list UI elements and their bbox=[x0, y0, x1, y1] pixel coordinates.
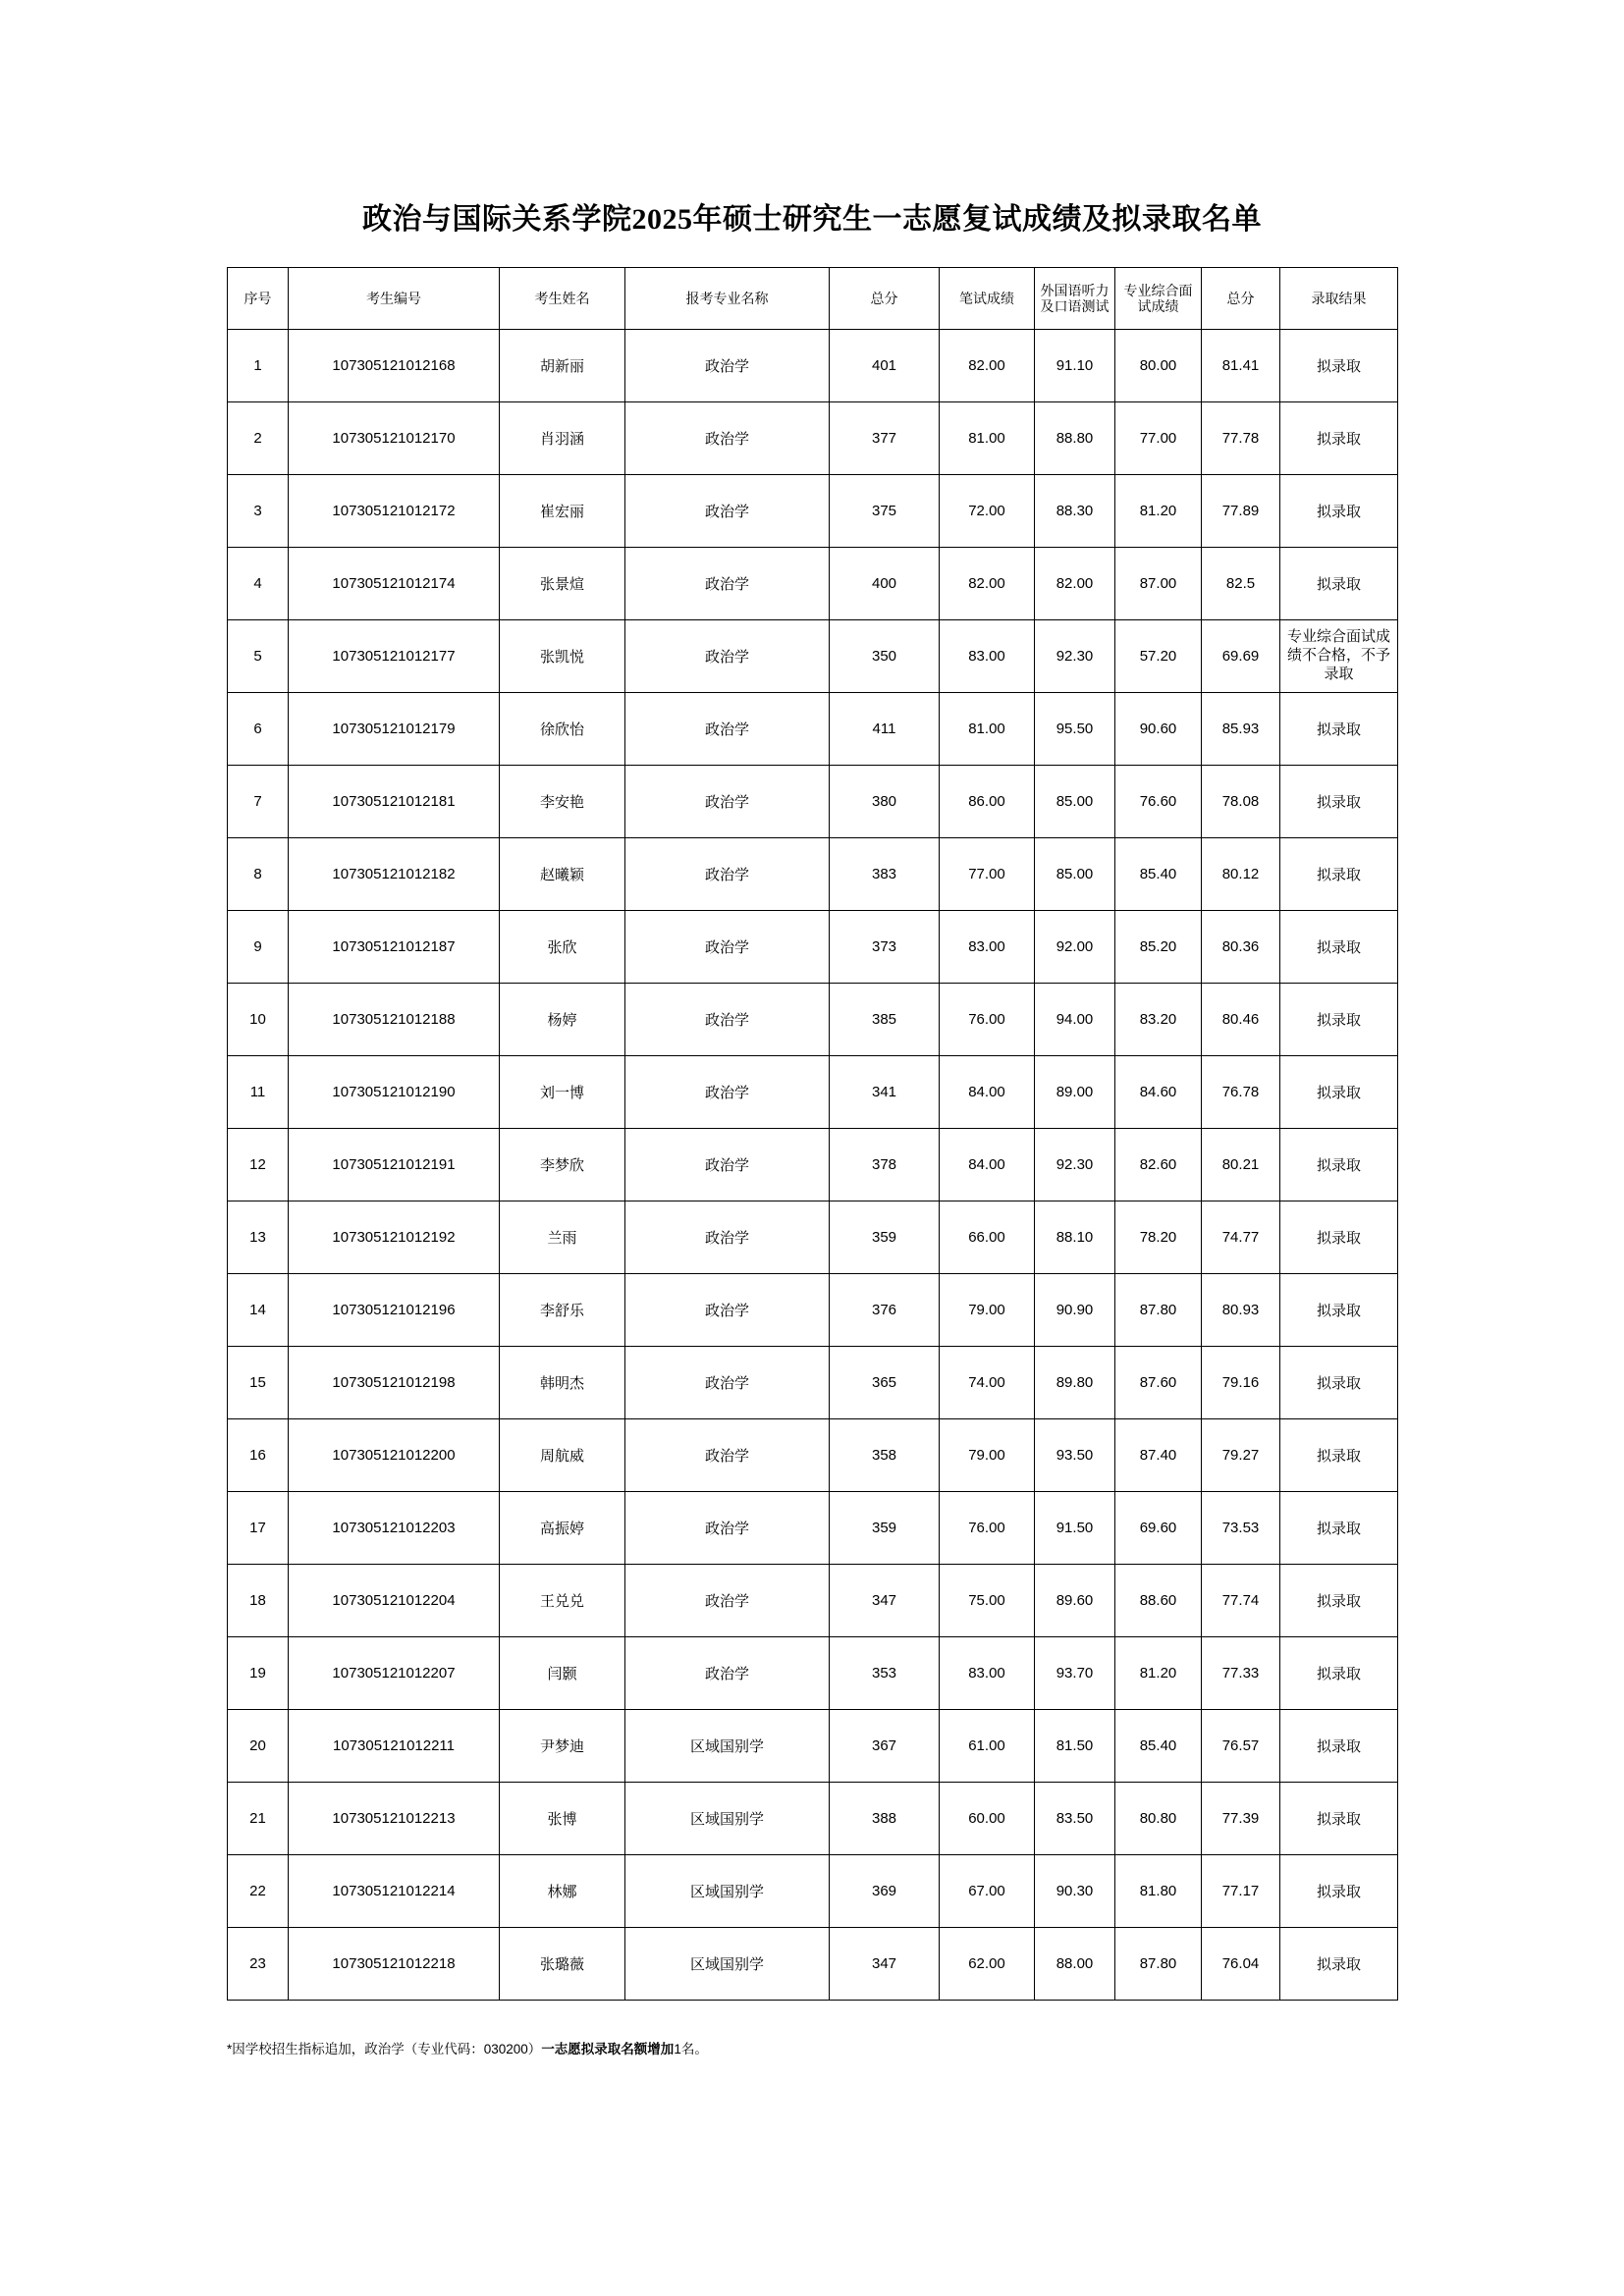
cell-oral-score: 89.00 bbox=[1035, 1056, 1115, 1129]
cell-index: 19 bbox=[228, 1637, 289, 1710]
cell-candidate-name: 刘一博 bbox=[500, 1056, 625, 1129]
cell-written-score: 79.00 bbox=[940, 1419, 1035, 1492]
cell-index: 17 bbox=[228, 1492, 289, 1565]
cell-major: 政治学 bbox=[625, 1419, 830, 1492]
column-header-written: 笔试成绩 bbox=[940, 268, 1035, 330]
cell-written-score: 82.00 bbox=[940, 330, 1035, 402]
cell-major: 政治学 bbox=[625, 402, 830, 475]
cell-result: 专业综合面试成绩不合格，不予录取 bbox=[1280, 620, 1398, 693]
cell-index: 2 bbox=[228, 402, 289, 475]
cell-candidate-number: 107305121012211 bbox=[289, 1710, 500, 1783]
cell-oral-score: 82.00 bbox=[1035, 548, 1115, 620]
table-row bbox=[228, 911, 1398, 984]
cell-result: 拟录取 bbox=[1280, 402, 1398, 475]
cell-result: 拟录取 bbox=[1280, 330, 1398, 402]
cell-written-score: 77.00 bbox=[940, 838, 1035, 911]
cell-candidate-name: 林娜 bbox=[500, 1855, 625, 1928]
cell-total-final: 80.12 bbox=[1202, 838, 1280, 911]
cell-result: 拟录取 bbox=[1280, 475, 1398, 548]
cell-total-initial: 347 bbox=[830, 1565, 940, 1637]
table-row bbox=[228, 1274, 1398, 1347]
cell-interview-score: 80.00 bbox=[1115, 330, 1202, 402]
cell-total-initial: 365 bbox=[830, 1347, 940, 1419]
column-header-result: 录取结果 bbox=[1280, 268, 1398, 330]
cell-major: 政治学 bbox=[625, 984, 830, 1056]
cell-index: 22 bbox=[228, 1855, 289, 1928]
cell-index: 6 bbox=[228, 693, 289, 766]
cell-written-score: 72.00 bbox=[940, 475, 1035, 548]
cell-oral-score: 93.50 bbox=[1035, 1419, 1115, 1492]
cell-written-score: 76.00 bbox=[940, 1492, 1035, 1565]
cell-index: 7 bbox=[228, 766, 289, 838]
cell-total-initial: 388 bbox=[830, 1783, 940, 1855]
cell-index: 4 bbox=[228, 548, 289, 620]
cell-total-final: 79.16 bbox=[1202, 1347, 1280, 1419]
cell-interview-score: 88.60 bbox=[1115, 1565, 1202, 1637]
cell-index: 20 bbox=[228, 1710, 289, 1783]
cell-index: 10 bbox=[228, 984, 289, 1056]
cell-written-score: 82.00 bbox=[940, 548, 1035, 620]
table-row bbox=[228, 1129, 1398, 1201]
cell-result: 拟录取 bbox=[1280, 1129, 1398, 1201]
cell-candidate-number: 107305121012177 bbox=[289, 620, 500, 693]
cell-candidate-number: 107305121012170 bbox=[289, 402, 500, 475]
cell-major: 政治学 bbox=[625, 911, 830, 984]
cell-oral-score: 90.30 bbox=[1035, 1855, 1115, 1928]
cell-total-final: 76.04 bbox=[1202, 1928, 1280, 2001]
cell-total-final: 81.41 bbox=[1202, 330, 1280, 402]
cell-oral-score: 90.90 bbox=[1035, 1274, 1115, 1347]
cell-oral-score: 85.00 bbox=[1035, 766, 1115, 838]
cell-written-score: 86.00 bbox=[940, 766, 1035, 838]
cell-total-initial: 401 bbox=[830, 330, 940, 402]
cell-total-final: 77.17 bbox=[1202, 1855, 1280, 1928]
cell-result: 拟录取 bbox=[1280, 1928, 1398, 2001]
footnote-bold: 一志愿拟录取名额增加 bbox=[541, 2042, 675, 2056]
cell-oral-score: 94.00 bbox=[1035, 984, 1115, 1056]
cell-oral-score: 83.50 bbox=[1035, 1783, 1115, 1855]
cell-written-score: 75.00 bbox=[940, 1565, 1035, 1637]
cell-total-initial: 359 bbox=[830, 1201, 940, 1274]
cell-interview-score: 81.20 bbox=[1115, 475, 1202, 548]
cell-candidate-number: 107305121012192 bbox=[289, 1201, 500, 1274]
cell-candidate-number: 107305121012174 bbox=[289, 548, 500, 620]
cell-written-score: 81.00 bbox=[940, 402, 1035, 475]
table-row bbox=[228, 1783, 1398, 1855]
cell-written-score: 61.00 bbox=[940, 1710, 1035, 1783]
cell-candidate-name: 张欣 bbox=[500, 911, 625, 984]
column-header-major: 报考专业名称 bbox=[625, 268, 830, 330]
table-body bbox=[228, 330, 1398, 2001]
cell-total-final: 77.74 bbox=[1202, 1565, 1280, 1637]
cell-interview-score: 81.80 bbox=[1115, 1855, 1202, 1928]
column-header-index: 序号 bbox=[228, 268, 289, 330]
cell-oral-score: 93.70 bbox=[1035, 1637, 1115, 1710]
cell-major: 政治学 bbox=[625, 1565, 830, 1637]
cell-total-initial: 359 bbox=[830, 1492, 940, 1565]
cell-candidate-number: 107305121012207 bbox=[289, 1637, 500, 1710]
cell-index: 16 bbox=[228, 1419, 289, 1492]
cell-total-initial: 347 bbox=[830, 1928, 940, 2001]
cell-result: 拟录取 bbox=[1280, 1492, 1398, 1565]
cell-result: 拟录取 bbox=[1280, 548, 1398, 620]
table-row bbox=[228, 838, 1398, 911]
cell-candidate-number: 107305121012214 bbox=[289, 1855, 500, 1928]
cell-candidate-name: 张凯悦 bbox=[500, 620, 625, 693]
table-row bbox=[228, 984, 1398, 1056]
cell-major: 政治学 bbox=[625, 1492, 830, 1565]
table-row bbox=[228, 1419, 1398, 1492]
cell-total-initial: 376 bbox=[830, 1274, 940, 1347]
footnote-suffix: 1名。 bbox=[674, 2042, 708, 2056]
cell-result: 拟录取 bbox=[1280, 1419, 1398, 1492]
cell-total-initial: 385 bbox=[830, 984, 940, 1056]
cell-candidate-number: 107305121012204 bbox=[289, 1565, 500, 1637]
cell-result: 拟录取 bbox=[1280, 1201, 1398, 1274]
cell-major: 区域国别学 bbox=[625, 1855, 830, 1928]
cell-candidate-name: 杨婷 bbox=[500, 984, 625, 1056]
cell-interview-score: 85.40 bbox=[1115, 838, 1202, 911]
cell-interview-score: 87.00 bbox=[1115, 548, 1202, 620]
cell-candidate-number: 107305121012203 bbox=[289, 1492, 500, 1565]
cell-major: 政治学 bbox=[625, 1637, 830, 1710]
cell-total-final: 78.08 bbox=[1202, 766, 1280, 838]
table-row bbox=[228, 1710, 1398, 1783]
cell-oral-score: 88.80 bbox=[1035, 402, 1115, 475]
cell-interview-score: 87.40 bbox=[1115, 1419, 1202, 1492]
cell-result: 拟录取 bbox=[1280, 1056, 1398, 1129]
cell-interview-score: 85.20 bbox=[1115, 911, 1202, 984]
column-header-total-final: 总分 bbox=[1202, 268, 1280, 330]
cell-candidate-name: 周航威 bbox=[500, 1419, 625, 1492]
column-header-total-initial: 总分 bbox=[830, 268, 940, 330]
cell-total-initial: 373 bbox=[830, 911, 940, 984]
cell-index: 9 bbox=[228, 911, 289, 984]
cell-interview-score: 69.60 bbox=[1115, 1492, 1202, 1565]
table-row bbox=[228, 1928, 1398, 2001]
cell-written-score: 79.00 bbox=[940, 1274, 1035, 1347]
footnote bbox=[227, 2038, 1405, 2057]
cell-oral-score: 89.80 bbox=[1035, 1347, 1115, 1419]
cell-candidate-number: 107305121012179 bbox=[289, 693, 500, 766]
cell-major: 政治学 bbox=[625, 693, 830, 766]
table-row bbox=[228, 1637, 1398, 1710]
cell-interview-score: 83.20 bbox=[1115, 984, 1202, 1056]
cell-total-final: 74.77 bbox=[1202, 1201, 1280, 1274]
cell-interview-score: 82.60 bbox=[1115, 1129, 1202, 1201]
cell-index: 1 bbox=[228, 330, 289, 402]
cell-written-score: 62.00 bbox=[940, 1928, 1035, 2001]
cell-result: 拟录取 bbox=[1280, 693, 1398, 766]
table-row bbox=[228, 1855, 1398, 1928]
table-row bbox=[228, 1056, 1398, 1129]
cell-oral-score: 95.50 bbox=[1035, 693, 1115, 766]
cell-candidate-name: 肖羽涵 bbox=[500, 402, 625, 475]
footnote-prefix: *因学校招生指标追加，政治学（专业代码：030200） bbox=[227, 2042, 542, 2056]
cell-total-final: 76.78 bbox=[1202, 1056, 1280, 1129]
cell-major: 政治学 bbox=[625, 1274, 830, 1347]
cell-interview-score: 81.20 bbox=[1115, 1637, 1202, 1710]
cell-candidate-number: 107305121012188 bbox=[289, 984, 500, 1056]
cell-interview-score: 87.60 bbox=[1115, 1347, 1202, 1419]
cell-interview-score: 57.20 bbox=[1115, 620, 1202, 693]
cell-total-final: 77.78 bbox=[1202, 402, 1280, 475]
cell-written-score: 83.00 bbox=[940, 1637, 1035, 1710]
cell-oral-score: 88.00 bbox=[1035, 1928, 1115, 2001]
cell-major: 区域国别学 bbox=[625, 1710, 830, 1783]
cell-total-initial: 380 bbox=[830, 766, 940, 838]
cell-major: 区域国别学 bbox=[625, 1783, 830, 1855]
cell-oral-score: 92.30 bbox=[1035, 620, 1115, 693]
cell-oral-score: 88.30 bbox=[1035, 475, 1115, 548]
cell-written-score: 67.00 bbox=[940, 1855, 1035, 1928]
cell-total-final: 80.46 bbox=[1202, 984, 1280, 1056]
cell-candidate-number: 107305121012200 bbox=[289, 1419, 500, 1492]
cell-total-final: 76.57 bbox=[1202, 1710, 1280, 1783]
cell-result: 拟录取 bbox=[1280, 1347, 1398, 1419]
cell-total-final: 82.5 bbox=[1202, 548, 1280, 620]
column-header-foreign-language-oral: 外国语听力及口语测试 bbox=[1035, 268, 1115, 330]
cell-oral-score: 89.60 bbox=[1035, 1565, 1115, 1637]
cell-candidate-number: 107305121012168 bbox=[289, 330, 500, 402]
cell-major: 政治学 bbox=[625, 1347, 830, 1419]
cell-result: 拟录取 bbox=[1280, 911, 1398, 984]
cell-total-initial: 353 bbox=[830, 1637, 940, 1710]
table-row bbox=[228, 1492, 1398, 1565]
cell-total-final: 80.21 bbox=[1202, 1129, 1280, 1201]
cell-major: 政治学 bbox=[625, 766, 830, 838]
cell-interview-score: 87.80 bbox=[1115, 1928, 1202, 2001]
cell-total-final: 79.27 bbox=[1202, 1419, 1280, 1492]
cell-result: 拟录取 bbox=[1280, 984, 1398, 1056]
cell-result: 拟录取 bbox=[1280, 1710, 1398, 1783]
cell-candidate-name: 徐欣怡 bbox=[500, 693, 625, 766]
cell-candidate-name: 张璐薇 bbox=[500, 1928, 625, 2001]
cell-candidate-name: 张景煊 bbox=[500, 548, 625, 620]
cell-written-score: 83.00 bbox=[940, 620, 1035, 693]
cell-total-final: 69.69 bbox=[1202, 620, 1280, 693]
cell-total-final: 73.53 bbox=[1202, 1492, 1280, 1565]
cell-total-initial: 377 bbox=[830, 402, 940, 475]
cell-index: 14 bbox=[228, 1274, 289, 1347]
cell-candidate-name: 高振婷 bbox=[500, 1492, 625, 1565]
cell-candidate-name: 胡新丽 bbox=[500, 330, 625, 402]
cell-index: 5 bbox=[228, 620, 289, 693]
cell-candidate-number: 107305121012198 bbox=[289, 1347, 500, 1419]
cell-candidate-name: 崔宏丽 bbox=[500, 475, 625, 548]
cell-candidate-name: 李舒乐 bbox=[500, 1274, 625, 1347]
cell-written-score: 84.00 bbox=[940, 1129, 1035, 1201]
column-header-candidate-number: 考生编号 bbox=[289, 268, 500, 330]
grades-table bbox=[227, 267, 1398, 2001]
cell-total-initial: 383 bbox=[830, 838, 940, 911]
table-row bbox=[228, 766, 1398, 838]
table-row bbox=[228, 693, 1398, 766]
column-header-candidate-name: 考生姓名 bbox=[500, 268, 625, 330]
cell-candidate-name: 李安艳 bbox=[500, 766, 625, 838]
cell-index: 11 bbox=[228, 1056, 289, 1129]
cell-total-final: 77.33 bbox=[1202, 1637, 1280, 1710]
table-row bbox=[228, 1565, 1398, 1637]
cell-candidate-number: 107305121012187 bbox=[289, 911, 500, 984]
cell-interview-score: 87.80 bbox=[1115, 1274, 1202, 1347]
cell-major: 政治学 bbox=[625, 475, 830, 548]
cell-interview-score: 84.60 bbox=[1115, 1056, 1202, 1129]
cell-total-initial: 411 bbox=[830, 693, 940, 766]
cell-major: 政治学 bbox=[625, 1129, 830, 1201]
table-row bbox=[228, 475, 1398, 548]
cell-candidate-number: 107305121012172 bbox=[289, 475, 500, 548]
cell-major: 政治学 bbox=[625, 1201, 830, 1274]
cell-result: 拟录取 bbox=[1280, 1274, 1398, 1347]
cell-total-initial: 378 bbox=[830, 1129, 940, 1201]
table-row bbox=[228, 330, 1398, 402]
table-row bbox=[228, 1201, 1398, 1274]
page-title: 政治与国际关系学院2025年硕士研究生一志愿复试成绩及拟录取名单 bbox=[362, 203, 1262, 236]
cell-total-initial: 350 bbox=[830, 620, 940, 693]
cell-oral-score: 92.00 bbox=[1035, 911, 1115, 984]
cell-total-final: 85.93 bbox=[1202, 693, 1280, 766]
cell-candidate-number: 107305121012196 bbox=[289, 1274, 500, 1347]
cell-major: 政治学 bbox=[625, 1056, 830, 1129]
cell-candidate-name: 闫颢 bbox=[500, 1637, 625, 1710]
cell-index: 12 bbox=[228, 1129, 289, 1201]
cell-candidate-name: 赵曦颖 bbox=[500, 838, 625, 911]
cell-candidate-number: 107305121012190 bbox=[289, 1056, 500, 1129]
cell-total-initial: 369 bbox=[830, 1855, 940, 1928]
table-row bbox=[228, 1347, 1398, 1419]
cell-written-score: 74.00 bbox=[940, 1347, 1035, 1419]
table-row bbox=[228, 402, 1398, 475]
cell-major: 政治学 bbox=[625, 330, 830, 402]
cell-interview-score: 76.60 bbox=[1115, 766, 1202, 838]
cell-total-initial: 358 bbox=[830, 1419, 940, 1492]
cell-interview-score: 85.40 bbox=[1115, 1710, 1202, 1783]
cell-written-score: 76.00 bbox=[940, 984, 1035, 1056]
cell-result: 拟录取 bbox=[1280, 1783, 1398, 1855]
cell-candidate-name: 张博 bbox=[500, 1783, 625, 1855]
cell-index: 18 bbox=[228, 1565, 289, 1637]
column-header-professional-interview: 专业综合面试成绩 bbox=[1115, 268, 1202, 330]
cell-candidate-number: 107305121012181 bbox=[289, 766, 500, 838]
cell-index: 21 bbox=[228, 1783, 289, 1855]
cell-oral-score: 91.50 bbox=[1035, 1492, 1115, 1565]
cell-oral-score: 92.30 bbox=[1035, 1129, 1115, 1201]
cell-total-final: 77.39 bbox=[1202, 1783, 1280, 1855]
cell-oral-score: 81.50 bbox=[1035, 1710, 1115, 1783]
cell-major: 区域国别学 bbox=[625, 1928, 830, 2001]
table-header bbox=[228, 268, 1398, 330]
cell-written-score: 81.00 bbox=[940, 693, 1035, 766]
cell-total-initial: 375 bbox=[830, 475, 940, 548]
cell-candidate-number: 107305121012213 bbox=[289, 1783, 500, 1855]
cell-total-initial: 400 bbox=[830, 548, 940, 620]
cell-candidate-name: 兰雨 bbox=[500, 1201, 625, 1274]
cell-index: 13 bbox=[228, 1201, 289, 1274]
cell-candidate-name: 尹梦迪 bbox=[500, 1710, 625, 1783]
cell-total-initial: 341 bbox=[830, 1056, 940, 1129]
cell-interview-score: 80.80 bbox=[1115, 1783, 1202, 1855]
cell-candidate-name: 李梦欣 bbox=[500, 1129, 625, 1201]
cell-index: 15 bbox=[228, 1347, 289, 1419]
cell-candidate-number: 107305121012191 bbox=[289, 1129, 500, 1201]
cell-candidate-name: 王兑兑 bbox=[500, 1565, 625, 1637]
cell-result: 拟录取 bbox=[1280, 838, 1398, 911]
grades-table-container bbox=[227, 267, 1397, 2001]
cell-result: 拟录取 bbox=[1280, 766, 1398, 838]
cell-total-initial: 367 bbox=[830, 1710, 940, 1783]
cell-index: 3 bbox=[228, 475, 289, 548]
cell-result: 拟录取 bbox=[1280, 1565, 1398, 1637]
cell-oral-score: 91.10 bbox=[1035, 330, 1115, 402]
cell-candidate-name: 韩明杰 bbox=[500, 1347, 625, 1419]
cell-written-score: 83.00 bbox=[940, 911, 1035, 984]
cell-written-score: 84.00 bbox=[940, 1056, 1035, 1129]
cell-major: 政治学 bbox=[625, 838, 830, 911]
cell-total-final: 77.89 bbox=[1202, 475, 1280, 548]
cell-major: 政治学 bbox=[625, 620, 830, 693]
cell-written-score: 66.00 bbox=[940, 1201, 1035, 1274]
cell-index: 23 bbox=[228, 1928, 289, 2001]
cell-interview-score: 78.20 bbox=[1115, 1201, 1202, 1274]
cell-total-final: 80.93 bbox=[1202, 1274, 1280, 1347]
cell-oral-score: 85.00 bbox=[1035, 838, 1115, 911]
cell-total-final: 80.36 bbox=[1202, 911, 1280, 984]
cell-candidate-number: 107305121012182 bbox=[289, 838, 500, 911]
cell-interview-score: 77.00 bbox=[1115, 402, 1202, 475]
cell-interview-score: 90.60 bbox=[1115, 693, 1202, 766]
cell-index: 8 bbox=[228, 838, 289, 911]
cell-candidate-number: 107305121012218 bbox=[289, 1928, 500, 2001]
table-row bbox=[228, 620, 1398, 693]
cell-result: 拟录取 bbox=[1280, 1855, 1398, 1928]
table-header-row bbox=[228, 268, 1398, 330]
table-row bbox=[228, 548, 1398, 620]
cell-major: 政治学 bbox=[625, 548, 830, 620]
cell-oral-score: 88.10 bbox=[1035, 1201, 1115, 1274]
cell-result: 拟录取 bbox=[1280, 1637, 1398, 1710]
cell-written-score: 60.00 bbox=[940, 1783, 1035, 1855]
